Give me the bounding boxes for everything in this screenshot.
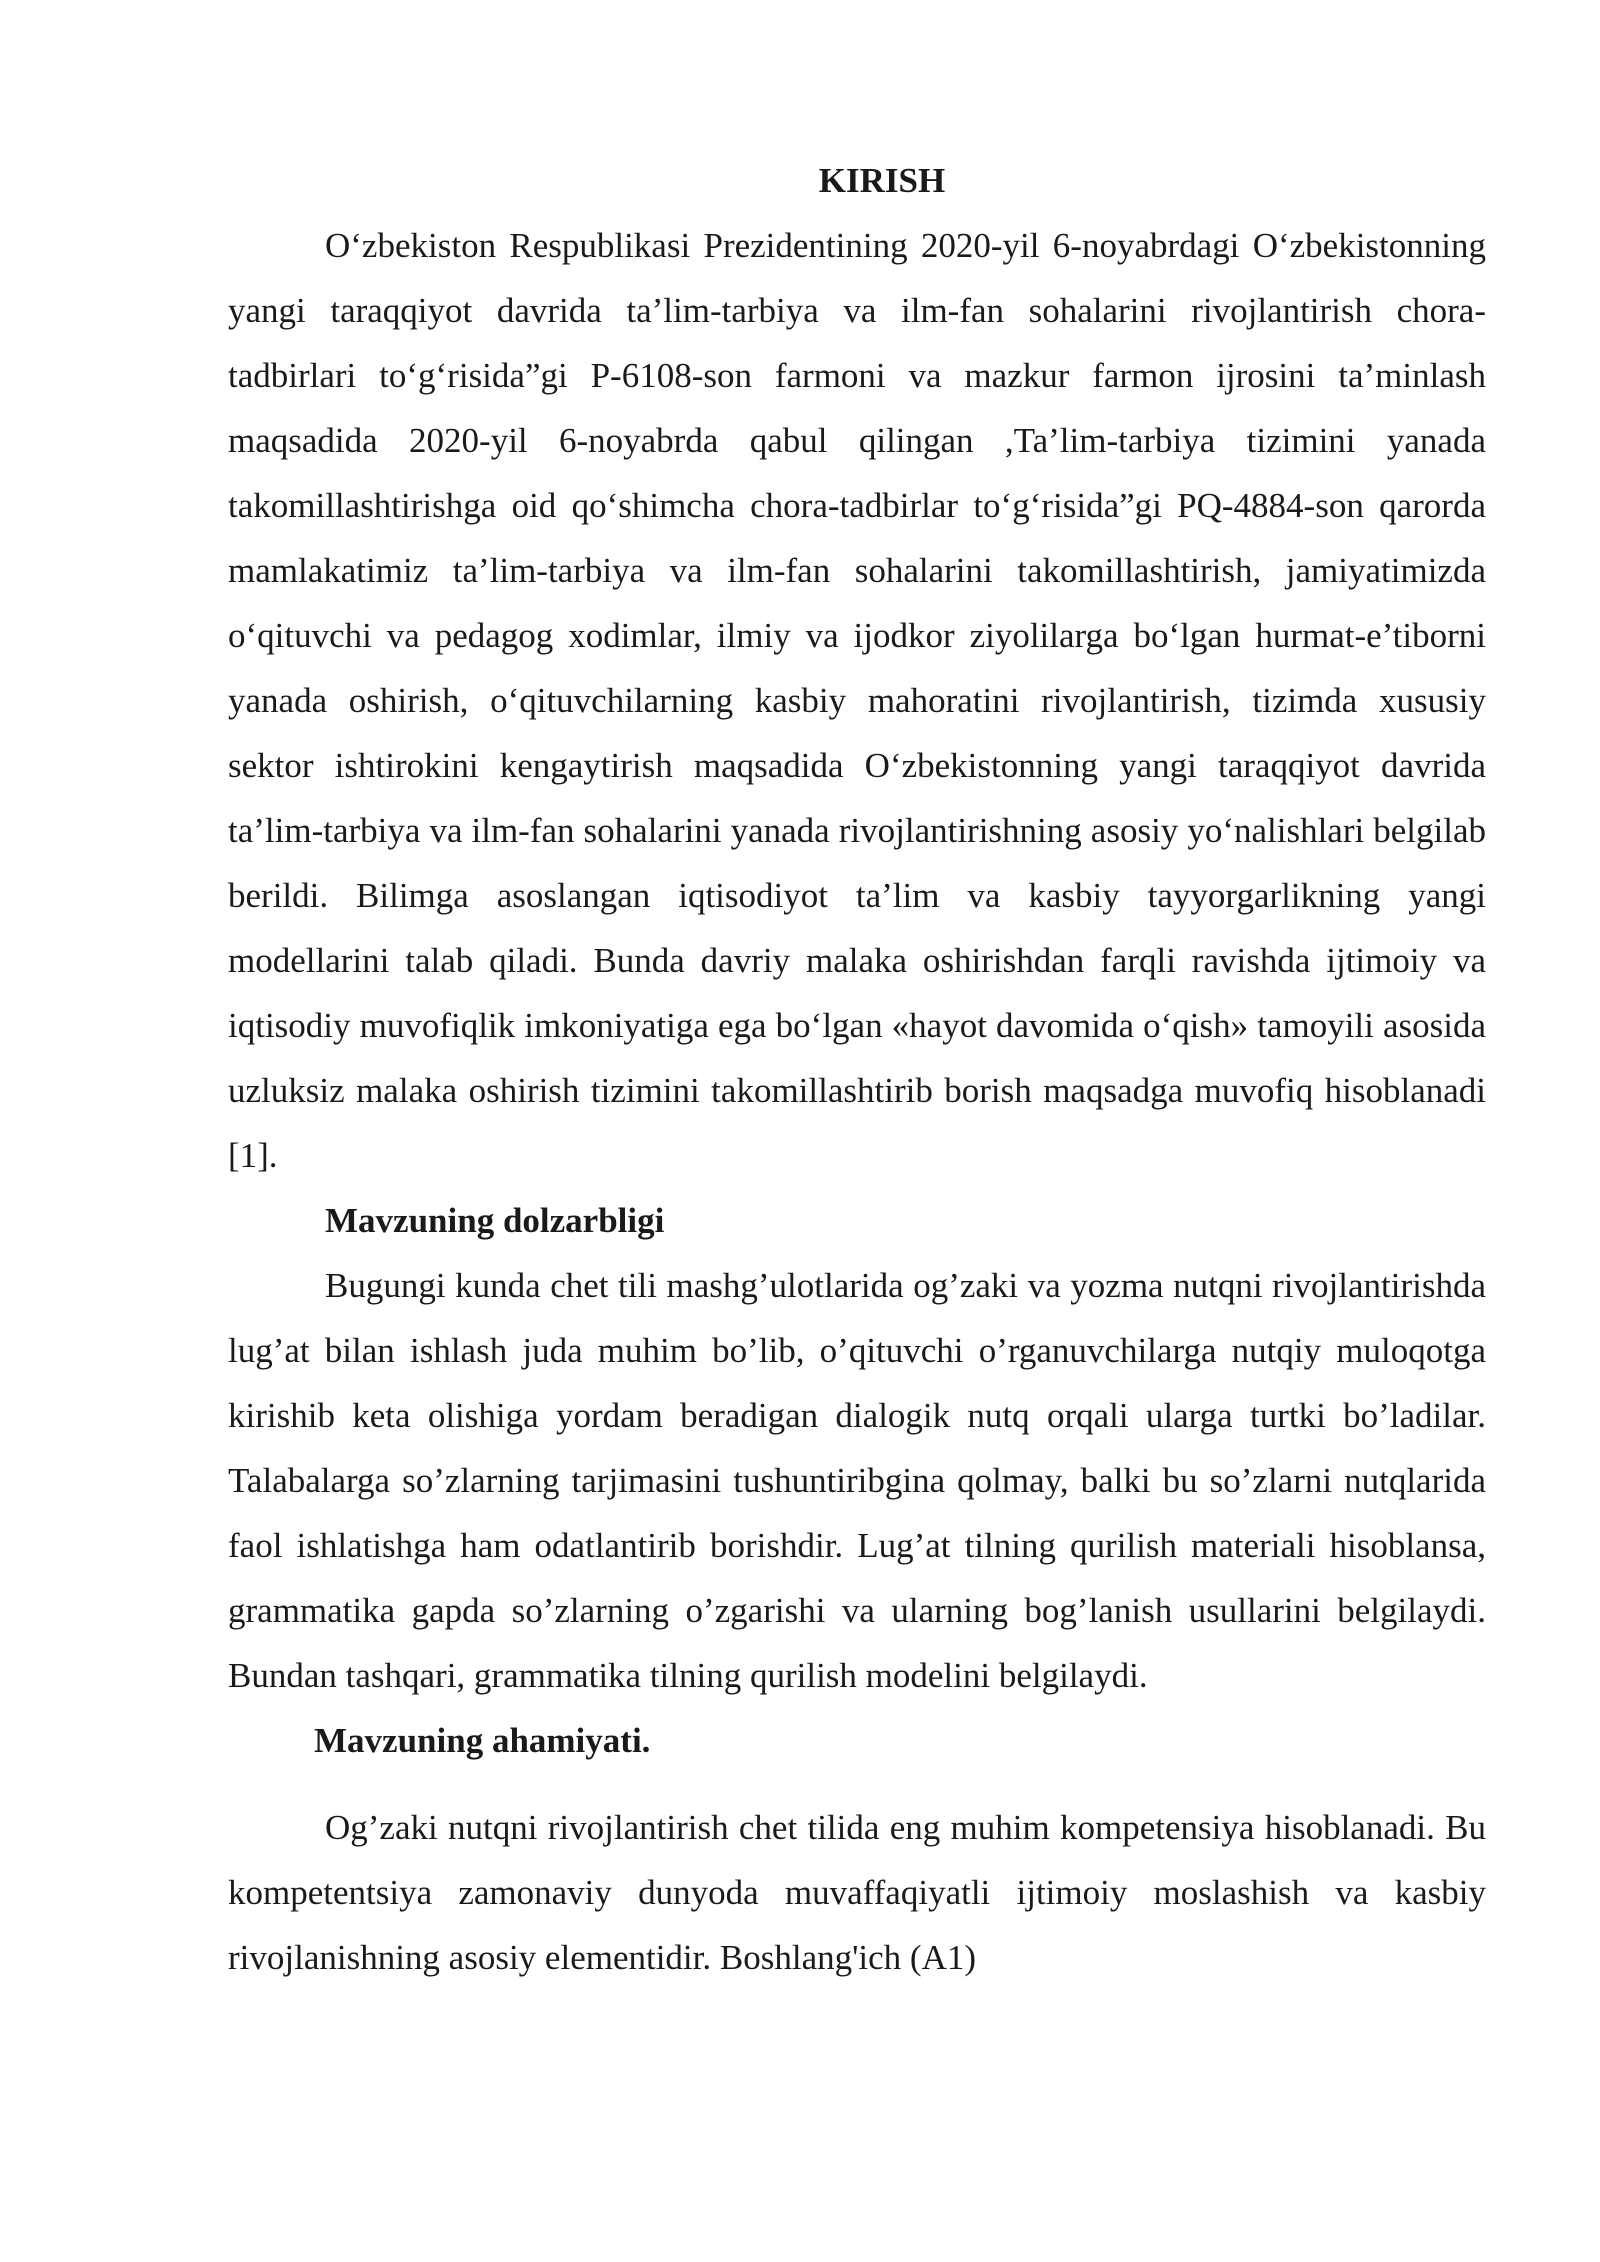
- paragraph-importance: Og’zaki nutqni rivojlantirish chet tilida eng muhim kompetensiya hisoblanadi. Bu kompetentsiya zamonaviy dunyoda muvaffaqiyatli ijtimoiy moslashish va kasbiy rivojlanishning asosiy elementidir. Boshlang'ich (A1): [228, 1808, 1486, 1977]
- document-page: [228, 148, 1486, 1990]
- heading-relevance: Mavzuning dolzarbligi: [325, 1201, 665, 1240]
- paragraph-relevance: Bugungi kunda chet tili mashg’ulotlarida og’zaki va yozma nutqni rivojlantirishda lug’at bilan ishlash juda muhim bo’lib, o’qituvchi o’rganuvchilarga nutqiy muloqotga kirishib keta olishiga yordam beradigan dialogik nutq orqali ularga turtki bo’ladilar. Talabalarga so’zlarning tarjimasini tushuntiribgina qolmay, balki bu so’zlarni nutqlarida faol ishlatishga ham odatlantirib borishdir. Lug’at tilning qurilish materiali hisoblansa, grammatika gapda so’zlarning o’zgarishi va ularning bog’lanish usullarini belgilaydi. Bundan tashqari, grammatika tilning qurilish modelini belgilaydi.: [228, 1266, 1486, 1695]
- heading-importance: Mavzuning ahamiyati.: [314, 1721, 651, 1760]
- paragraph-intro: O‘zbekiston Respublikasi Prezidentining 2020-yil 6-noyabrdagi O‘zbekistonning yangi taraqqiyot davrida ta’lim-tarbiya va ilm-fan sohalarini rivojlantirish chora-tadbirlari to‘g‘risida”gi P-6108-son farmoni va mazkur farmon ijrosini ta’minlash maqsadida 2020-yil 6-noyabrda qabul qilingan ,Ta’lim-tarbiya tizimini yanada takomillashtirishga oid qo‘shimcha chora-tadbirlar to‘g‘risida”gi PQ-4884-son qarorda mamlakatimiz ta’lim-tarbiya va ilm-fan sohalarini takomillashtirish, jamiyatimizda o‘qituvchi va pedagog xodimlar, ilmiy va ijodkor ziyolilarga bo‘lgan hurmat-e’tiborni yanada oshirish, o‘qituvchilarning kasbiy mahoratini rivojlantirish, tizimda xususiy sektor ishtirokini kengaytirish maqsadida O‘zbekistonning yangi taraqqiyot davrida ta’lim-tarbiya va ilm-fan sohalarini yanada rivojlantirishning asosiy yo‘nalishlari belgilab berildi. Bilimga asoslangan iqtisodiyot ta’lim va kasbiy tayyorgarlikning yangi modellarini talab qiladi. Bunda davriy malaka oshirishdan farqli ravishda ijtimoiy va iqtisodiy muvofiqlik imkoniyatiga ega bo‘lgan «hayot davomida o‘qish» tamoyili asosida uzluksiz malaka oshirish tizimini takomillashtirib borish maqsadga muvofiq hisoblanadi [1].: [228, 226, 1486, 1175]
- document-title: KIRISH: [818, 161, 946, 200]
